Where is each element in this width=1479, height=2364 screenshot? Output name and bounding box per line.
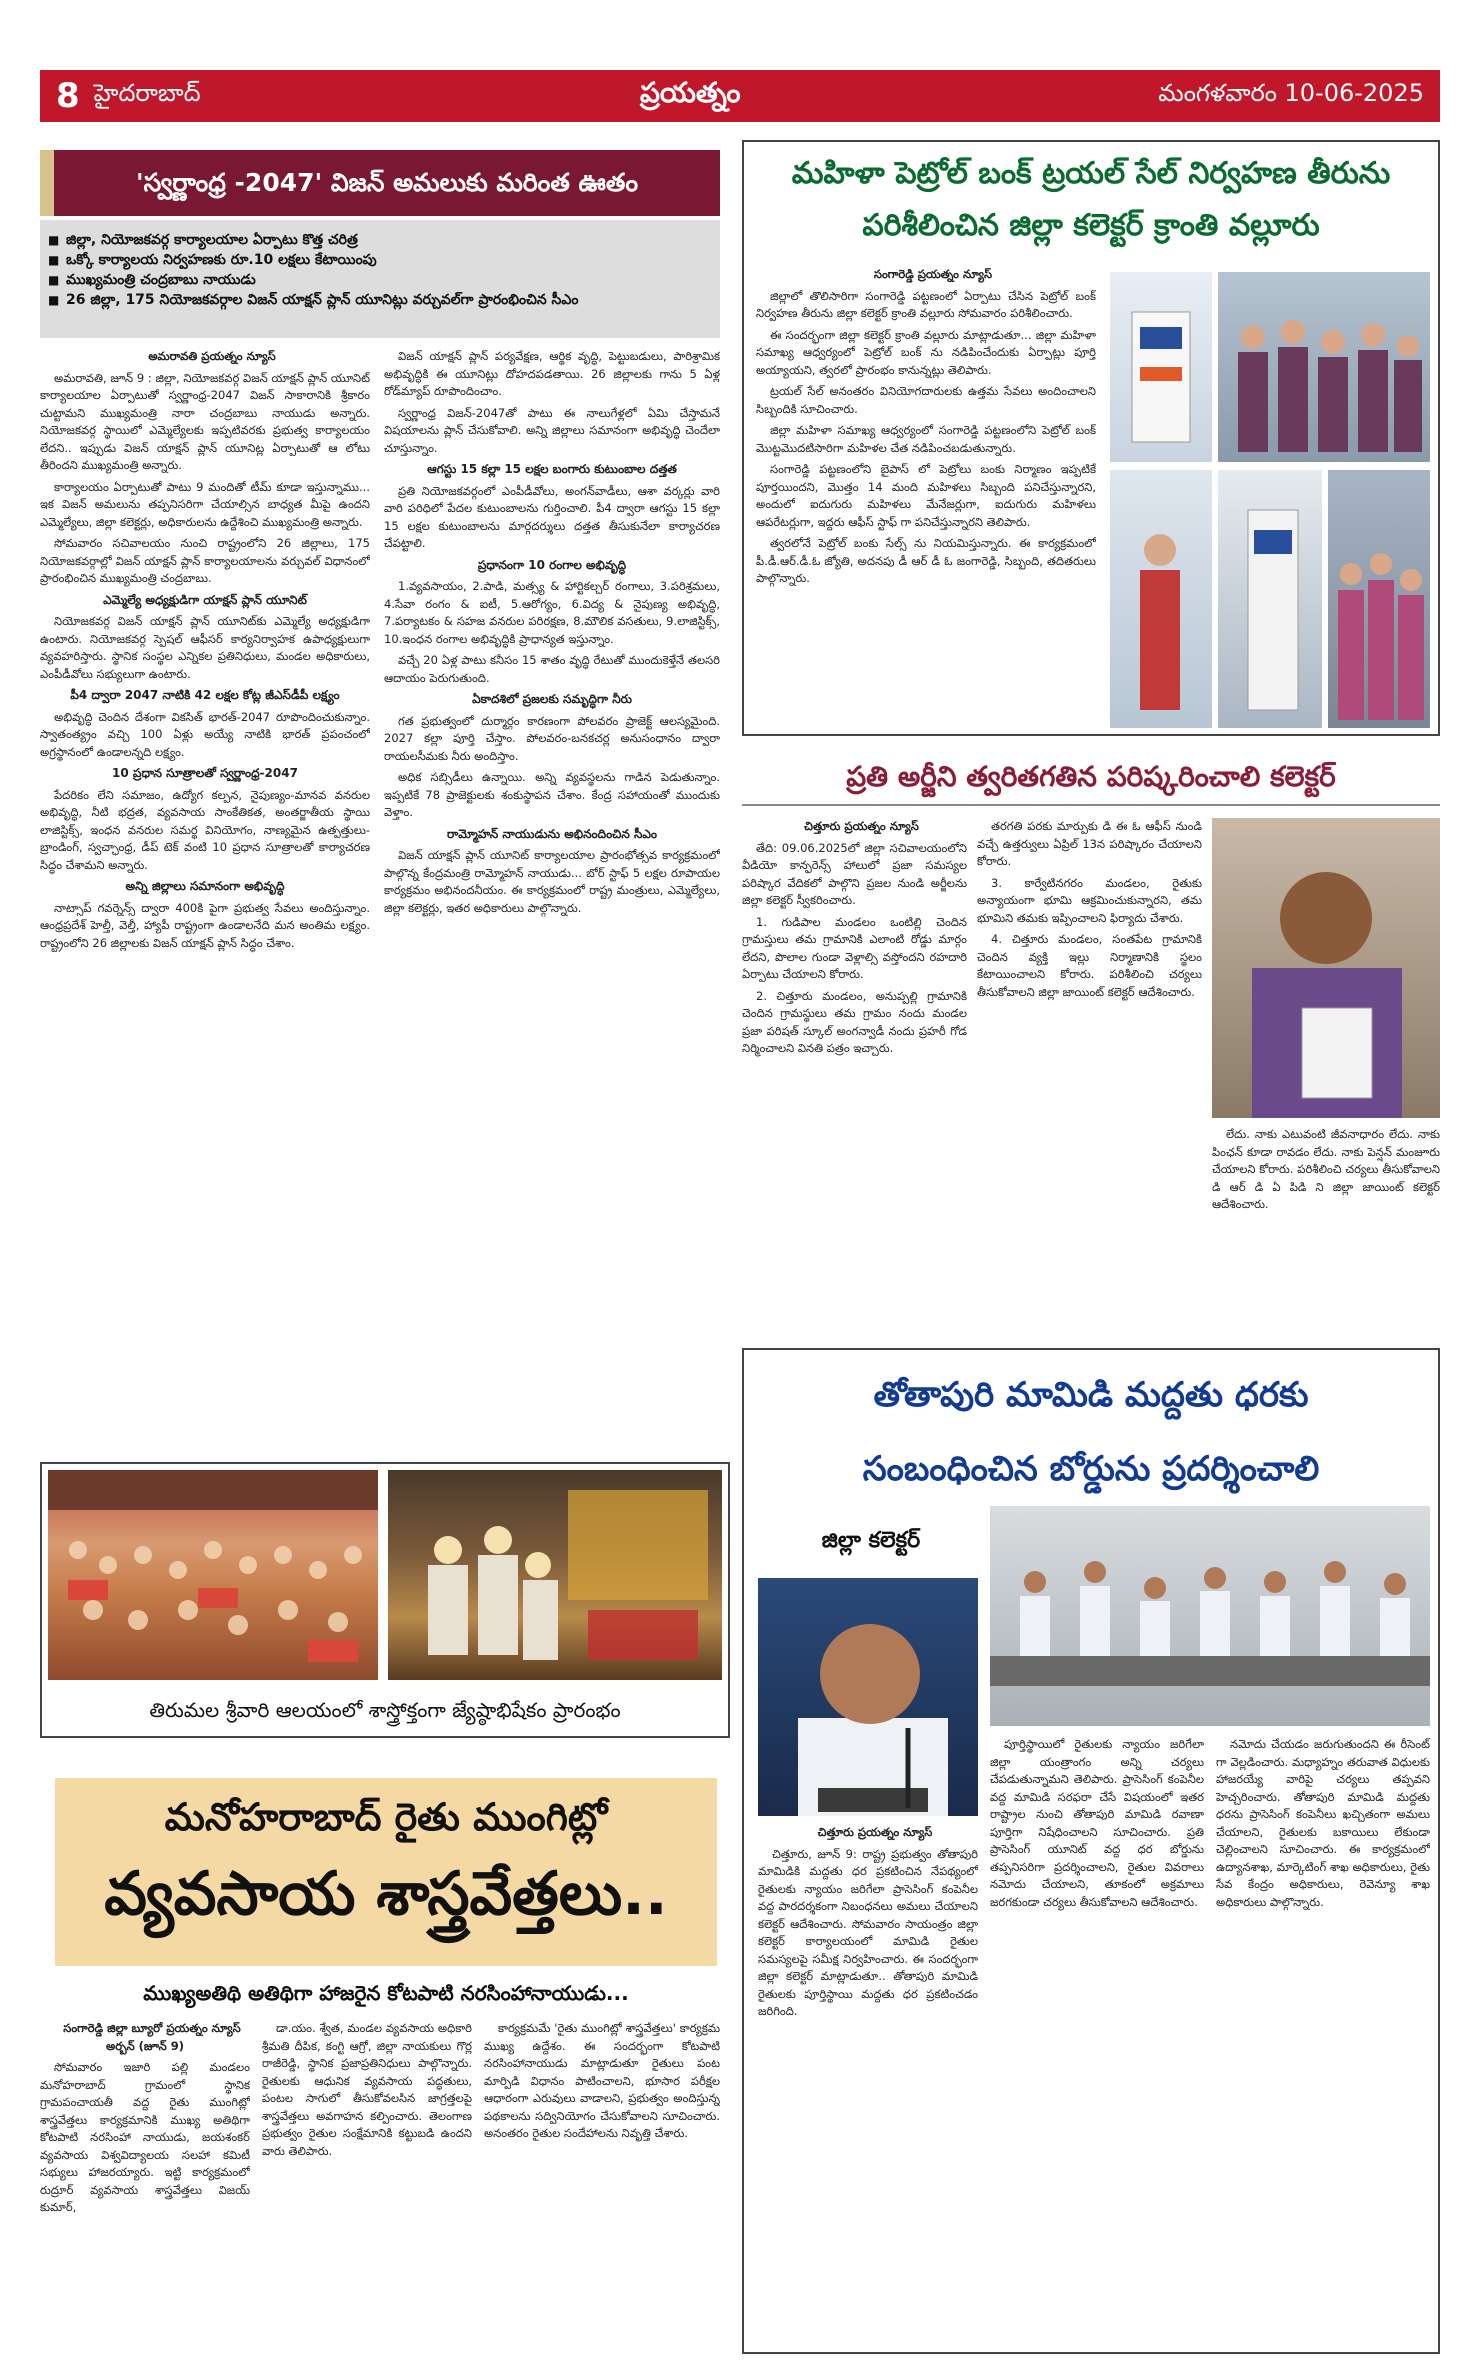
paragraph: త్వరలోనే పెట్రోల్ బంకు సేల్స్ ను నియమిస్తున్నారు. ఈ కార్యక్రమంలో పీ.డీ.ఆర్.డీ.ఓ జ్యోతి, అదనపు డీ ఆర్ డీ ఓ జంగారెడ్డి, సిబ్బంది, తదితరులు పాల్గొన్నారు.: [756, 536, 1096, 585]
meeting-illustration: [990, 1506, 1430, 1726]
paragraph: కార్యాలయం ఏర్పాటుతో పాటు 9 మందితో టీమ్ కూడా ఇస్తున్నాము... ఇక విజన్ అమలును తప్పనిసరిగా చేయాల్సిన బాధ్యత మీపై ఉందని ఎమ్మెల్యేలు, జిల్లా కలెక్టర్లు, అధికారులను ఉద్దేశించి ముఖ్యమంత్రి అన్నారు.: [40, 479, 370, 529]
petrol-pump-photo-3: [1110, 470, 1212, 728]
mahila-body: [756, 266, 1096, 728]
petrol-pump-photo-1: [1110, 272, 1212, 462]
paragraph: కార్యక్రమమే 'రైతు ముంగిట్లో శాస్త్రవేత్తలు' కార్యక్రమ ముఖ్య ఉద్దేశం. ఈ సందర్భంగా కోటపాటి నరసింహానాయుడు మాట్లాడుతూ రైతులు పంట మార్పిడి విధానం పాటించాలని, భూసార పరీక్షల ఆధారంగా ఎరువులు వాడాలని, ప్రభుత్వం అందిస్తున్న పథకాలను సద్వినియోగం చేసుకోవాలని సూచించారు. అనంతరం రైతుల సందేహాలను నివృత్తి చేశారు.: [484, 2021, 720, 2140]
page-number: 8: [56, 76, 80, 116]
mahila-headline-1: మహిళా పెట్రోల్ బంక్ ట్రయల్ సేల్ నిర్వహణ తీరును: [791, 156, 1391, 191]
paragraph: సోమవారం ఇజారి పల్లి మండలం మనోహరాబాద్ గ్రామంలో స్థానిక గ్రామపంచాయతీ వద్ద రైతు ముంగిట్లో శాస్త్రవేత్తలు కార్యక్రమానికి ముఖ్య అతిథిగా కోటపాటి నరసింహా నాయుడు, జయశంకర్ వ్యవసాయ విశ్వవిద్యాలయ సలహా కమిటీ సభ్యులు హాజరయ్యారు. ఇట్టి కార్యక్రమంలో రుద్రూర్ వ్యవసాయ శాస్త్రవేత్తలు విజయ్ కుమార్,: [40, 2060, 250, 2214]
subheading: ఆగస్టు 15 కల్లా 15 లక్షల బంగారు కుటుంబాల దత్తత: [427, 462, 677, 476]
paragraph: 4. చిత్తూరు మండలం, సంతపేట గ్రామానికి చెందిన వ్యక్తి ఇల్లు నిర్మాణానికి స్థలం కేటాయించాలని కోరారు. పరిశీలించి చర్యలు తీసుకోవాలని జిల్లా జాయింట్ కలెక్టర్ ఆదేశించారు.: [977, 932, 1202, 999]
list-item: ■ ఒక్కో కార్యాలయ నిర్వహణకు రూ.10 లక్షలు కేటాయింపు: [40, 250, 720, 270]
prajavani-column-1: [742, 818, 967, 1338]
manoharabad-kicker: మనోహరాబాద్ రైతు ముంగిట్లో: [164, 1795, 608, 1839]
swarnandhra-column-1: [40, 348, 370, 1448]
crowd-photo: [48, 1470, 378, 1680]
mango-headline-1: తోతాపురి మామిడి మద్దతు ధరకు: [873, 1375, 1309, 1415]
tirumala-photo-box: [40, 1462, 730, 1738]
manoharabad-headline-box: [55, 1778, 717, 1966]
prajavani-headline: [742, 748, 1440, 806]
masthead: [40, 70, 1440, 122]
petitioner-photo: [1212, 818, 1440, 1118]
temple-photo: [388, 1470, 722, 1680]
paragraph: నాట్సాప్ గవర్నెన్స్ ద్వారా 400కి పైగా ప్రభుత్వ సేవలు అందిస్తున్నాం. ఆంధ్రప్రదేశ్ హెల్తీ, వెల్తీ, హ్యాపీ రాష్ట్రంగా ఉండాలనేది మన అంతిమ లక్ష్యం. రాష్ట్రంలోని 26 జిల్లాలకు విజన్ యాక్షన్ ప్లాన్ సిద్ధం చేశాం.: [40, 900, 370, 950]
paragraph: లేదు. నాకు ఎటువంటి జీవనాధారం లేదు. నాకు పింఛన్ కూడా రావడం లేదు. నాకు పెన్షన్ మంజూరు చేయాలని కోరారు. పరిశీలించి చర్యలు తీసుకోవాలని డి ఆర్ డి ఏ పిడి ని జిల్లా జాయింట్ కలెక్టర్ ఆదేశించారు.: [1212, 1127, 1440, 1211]
paragraph: జిల్లాలో తొలిసారిగా సంగారెడ్డి పట్టణంలో ఏర్పాటు చేసిన పెట్రోల్ బంక్ నిర్వహణ తీరును జిల్లా కలెక్టర్ క్రాంతి వల్లూరు సోమవారం పరిశీలించారు.: [756, 288, 1096, 320]
paragraph: తరగతి పరకు మార్పుకు డి ఈ ఓ ఆఫీస్ నుండి వచ్చే ఉత్తర్వులు ఏప్రిల్ 13న పరిష్కారం చేయాలని కోరారు.: [977, 819, 1202, 868]
mango-column-3: [1216, 1736, 1430, 2346]
paragraph: డా.యం. శ్వేత, మండల వ్యవసాయ అధికారి శ్రీమతి దీపిక, కంగ్టి ఆగ్రో, జిల్లా నాయకులు గొర్ల రాజీరెడ్డి, స్థానిక ప్రజాప్రతినిధులు పాల్గొన్నారు. రైతులకు ఆధునిక వ్యవసాయ పద్ధతులు, పంటల సాగులో తీసుకోవలసిన జాగ్రత్తలపై శాస్త్రవేత్తలు అవగాహన కల్పించారు. తెలంగాణ ప్రభుత్వం రైతుల సంక్షేమానికి కట్టుబడి ఉందని వారు తెలిపారు.: [262, 2021, 472, 2158]
city-name: హైదరాబాద్: [93, 79, 201, 107]
paragraph: 3. కార్వేటినగరం మండలం, రైతుకు అన్యాయంగా భూమి ఆక్రమించుకున్నారని, తమ భూమిని తమకు ఇప్పించాలని ఫిర్యాదు చేశారు.: [977, 875, 1202, 925]
review-meeting-photo: [990, 1506, 1430, 1726]
petitioner-illustration: [1212, 818, 1440, 1118]
attendant-illustration: [1110, 470, 1212, 728]
list-item: ■ జిల్లా, నియోజకవర్గ కార్యాలయాల ఏర్పాటు కొత్త చరిత్ర: [40, 230, 720, 250]
mahila-petrol-box: [742, 140, 1440, 736]
paragraph: అమరావతి, జూన్ 9 : జిల్లా, నియోజకవర్గ విజన్ యాక్షన్ ప్లాన్ యూనిట్ కార్యాలయాల ఏర్పాటుతో స్వర్ణాంధ్ర-2047 విజన్ సాకారానికి శ్రీకారం చుట్టామని ముఖ్యమంత్రి నారా చంద్రబాబు నాయుడు అన్నారు. నియోజకవర్గ స్థాయిలో ఎమ్మెల్యేలకు ఇప్పటివరకు ప్రభుత్వ కార్యాలయం లేదని.. ఇప్పుడు విజన్ యాక్షన్ ప్లాన్ యూనిట్ల ఏర్పాటుతో ఆ లోటు తీరిందని ముఖ్యమంత్రి అన్నారు.: [40, 370, 370, 472]
mango-headline-2: సంబంధించిన బోర్డును ప్రదర్శించాలి: [862, 1449, 1320, 1489]
mango-column-2: [990, 1736, 1204, 2346]
swarnandhra-headline: [40, 150, 720, 216]
paragraph: 1.వ్యవసాయం, 2.పాడి, మత్స్య & హార్టికల్చర్ రంగాలు, 3.పరిశ్రమలు, 4.సేవా రంగం & ఐటీ, 5.ఆరోగ్యం, 6.విద్య & నైపుణ్య అభివృద్ధి, 7.పర్యాటకం & సహజ వనరుల పరిరక్షణ, 8.మౌలిక వసతులు, 9.లాజిస్టిక్స్, 10.ఇంధన రంగాల అభివృద్ధికి ప్రాధాన్యత ఇస్తున్నాం.: [384, 579, 720, 646]
paragraph: నమోదు చేయడం జరుగుతుందని ఈ రీసెంట్ గా వెల్లడించారు. మధ్యాహ్నం తరువాత విధులకు హాజరయ్యే వారిపై చర్యలు తప్పవని హెచ్చరించారు. తోతాపురి మామిడి మద్దతు ధరను ప్రాసెసింగ్ కంపెనీలు ఖచ్చితంగా అమలు చేయాలని, రైతులకు బకాయిలు లేకుండా చెల్లించాలని సూచించారు. ఈ కార్యక్రమంలో ఉద్యానశాఖ, మార్కెటింగ్ శాఖ అధికారులు, రైతు సేవ కేంద్రం అధికారులు, రెవెన్యూ శాఖ అధికారులు పాల్గొన్నారు.: [1216, 1737, 1430, 1909]
paragraph: ప్రతి నియోజకవర్గంలో ఎంపీడీవోలు, అంగన్‌వాడీలు, ఆశా వర్కర్లు వారి వారి పరిధిలో పేదల కుటుంబాలను గుర్తించాలి. పీ4 ద్వారా ఆగస్టు 15 కల్లా 15 లక్షల కుటుంబాలను మార్గదర్శులు దత్తత తీసుకునేలా కార్యాచరణ చేపట్టాలి.: [384, 483, 720, 550]
petrol-pump-photo-5: [1328, 470, 1430, 728]
paragraph: వచ్చే 20 ఏళ్ల పాటు కనీసం 15 శాతం వృద్ధి రేటుతో ముందుకెళ్తేనే తలసరి ఆదాయం పెరుగుతుంది.: [384, 653, 720, 685]
paragraph: ఈ సందర్భంగా జిల్లా కలెక్టర్ క్రాంతి వల్లూరు మాట్లాడుతూ... జిల్లా మహిళా సమాఖ్య ఆధ్వర్యంలో పెట్రోల్ బంక్ ను నడిపించేందుకు ఏర్పాట్లు పూర్తి అయ్యాయని, త్వరలో ప్రారంభం కానున్నట్లు తెలిపారు.: [756, 327, 1096, 377]
dateline: చిత్తూరు ప్రయత్నం న్యూస్: [817, 1825, 933, 1839]
subheading: 10 ప్రధాన సూత్రాలతో స్వర్ణాంధ్ర-2047: [112, 766, 298, 780]
dateline: సంగారెడ్డి ప్రయత్నం న్యూస్: [873, 267, 993, 281]
crowd-illustration: [48, 1470, 378, 1680]
manoharabad-column-2: [262, 2020, 472, 2350]
swarnandhra-column-2: [384, 348, 720, 1448]
manoharabad-column-1: [40, 2020, 250, 2350]
subheading: ఎమ్మెల్యే అధ్యక్షుడిగా యాక్షన్ ప్లాన్ యూనిట్: [103, 592, 307, 607]
paragraph: పేదరికం లేని సమాజం, ఉద్యోగ కల్పన, నైపుణ్యం-మానవ వనరుల అభివృద్ధి, నీటి భద్రత, వ్యవసాయ సాంకేతికత, అంతర్జాతీయ స్థాయి లాజిస్టిక్స్, ఇంధన వనరుల సమర్థ వినియోగం, నాణ్యమైన ఉత్పత్తులు-బ్రాండింగ్, స్వచ్ఛాంధ్ర, డీప్ టెక్ వంటి 10 ప్రధాన సూత్రాలతో కార్యాచరణ సిద్ధం చేశామని అన్నారు.: [40, 787, 370, 872]
paragraph: ట్రయల్ సేల్ అనంతరం వినియోగదారులకు ఉత్తమ సేవలు అందించాలని సిబ్బందికి సూచించారు.: [756, 384, 1096, 416]
prajavani-headline-text: ప్రతి అర్జీని త్వరితగతిన పరిష్కరించాలి కలెక్టర్: [846, 760, 1336, 793]
pump-illustration: [1110, 272, 1212, 462]
collector-label: జిల్లా కలెక్టర్: [821, 1528, 921, 1553]
paper-name: ప్రయత్నం: [640, 76, 741, 109]
collector-photo: [758, 1578, 978, 1816]
subheading: రామ్మోహన్ నాయుడును అభినందించిన సీఎం: [447, 826, 657, 841]
manoharabad-headline: వ్యవసాయ శాస్త్రవేత్తలు..: [104, 1859, 668, 1929]
paragraph: అభివృద్ధి చెందిన దేశంగా వికసిత్ భారత్-2047 రూపొందించుకున్నాం. స్వాతంత్య్రం వచ్చి 100 ఏళ్లు అయ్యే నాటికి భారత్ ప్రపంచంలో అగ్రస్థానంలో ఉండాలన్నది లక్ష్యం.: [40, 709, 370, 759]
paragraph: 2. చిత్తూరు మండలం, అనుప్పల్లి గ్రామానికి చెందిన గ్రామస్థులు తమ గ్రామం నందు మండల ప్రజా పరిషత్ స్కూల్ అంగన్వాడీ నందు ప్రహరీ గోడ నిర్మించాలని వినతి పత్రం ఇచ్చారు.: [742, 988, 967, 1055]
paragraph: సోమవారం సచివాలయం నుంచి రాష్ట్రంలోని 26 జిల్లాలు, 175 నియోజకవర్గాల్లో విజన్ యాక్షన్ ప్లాన్ కార్యాలయాలను వర్చువల్ విధానంలో ప్రారంభించిన ముఖ్యమంత్రి చంద్రబాబు.: [40, 536, 370, 585]
petrol-pump-photo-2: [1218, 272, 1430, 462]
paragraph: సంగారెడ్డి పట్టణంలోని బైపాస్ లో పెట్రోలు బంకు నిర్మాణం ఇప్పటికే పూర్తయిందని, మొత్తం 14 మంది మహిళలు సిబ్బంది పనిచేస్తున్నారని, అందులో ఐదుగురు మహిళలు మేనేజర్లుగా, ఐదుగురు మహిళలు ఆపరేటర్లుగా, ఇద్దరు ఆఫీస్ స్టాఫ్ గా పనిచేస్తున్నారని తెలిపారు.: [756, 462, 1096, 529]
pump-nozzle-illustration: [1218, 470, 1322, 728]
paragraph: గత ప్రభుత్వంలో దుర్మార్గం కారణంగా పోలవరం ప్రాజెక్ట్ ఆలస్యమైంది. 2027 కల్లా పూర్తి చేస్తాం. పోలవరం-బనకచర్ల అనుసంధానం ద్వారా రాయలసీమకు నీరు అందిస్తాం.: [384, 713, 720, 763]
issue-date: మంగళవారం 10-06-2025: [1158, 79, 1424, 107]
swarnandhra-bullets: [40, 220, 720, 338]
subheading: ప్రధానంగా 10 రంగాల అభివృద్ధి: [477, 557, 627, 572]
paragraph: అధిక సబ్సిడీలు ఉన్నాయి. అన్ని వ్యవస్థలను గాడిన పెడుతున్నాం. ఇప్పటికే 78 ప్రాజెక్టులకు శంకుస్థాపన చేశాం. కేంద్ర సహాయంతో ముందుకు వెళ్తాం.: [384, 770, 720, 819]
paragraph: పూర్తిస్థాయిలో రైతులకు న్యాయం జరిగేలా జిల్లా యంత్రాంగం అన్ని చర్యలు చేపడుతున్నామని తెలిపారు. ప్రాసెసింగ్ కంపెనీల వద్ద మామిడి సరఫరా చేసే విషయంలో ఇతర రాష్ట్రాల నుంచి తోతాపురి మామిడి రవాణా పూర్తిగా నిషేధించాలని సూచించారు. ప్రతి ప్రాసెసింగ్ యూనిట్ వద్ద ధర బోర్డును తప్పనిసరిగా ప్రదర్శించాలని, రైతుల వివరాలు నమోదు చేయాలని, తూకంలో అక్రమాలు జరగకుండా చర్యలు తీసుకోవాలని ఆదేశించారు.: [990, 1737, 1204, 1909]
subheading: అన్ని జిల్లాలు సమానంగా అభివృద్ధి: [125, 879, 285, 893]
swarnandhra-headline-text: 'స్వర్ణాంధ్ర -2047' విజన్ అమలుకు మరింత ఊతం: [135, 168, 638, 197]
paragraph: విజన్ యాక్షన్ ప్లాన్ పర్యవేక్షణ, ఆర్థిక వృద్ధి, పెట్టుబడులు, పారిశ్రామిక అభివృద్ధికి ఈ యూనిట్లు దోహదపడతాయి. 26 జిల్లాలకు గాను 5 ఏళ్ల రోడ్‌మ్యాప్ రూపొందించాం.: [384, 349, 720, 398]
paragraph: జిల్లా మహిళా సమాఖ్య ఆధ్వర్యంలో సంగారెడ్డి పట్టణంలోని పెట్రోల్ బంక్ మొట్టమొదటిసారిగా మహిళల చేత నడిపించబడుతున్నారు.: [756, 423, 1096, 455]
paragraph: 1. గుడిపాల మండలం ఒంటిల్లి చెందిన గ్రామస్తులు తమ గ్రామానికి ఎలాంటి రోడ్డు మార్గం లేదని, పొలాల గుండా వెళ్లాల్సి వస్తోందని రహదారి ఏర్పాటు చేయాలని కోరారు.: [742, 914, 967, 981]
subheading: పీ4 ద్వారా 2047 నాటికి 42 లక్షల కోట్ల జీఎస్‌డీపీ లక్ష్యం: [70, 688, 340, 702]
manoharabad-column-3: [484, 2020, 720, 2350]
paragraph: స్వర్ణాంధ్ర విజన్-2047తో పాటు ఈ నాలుగేళ్లలో ఏమి చేస్తామనే విషయాలను ప్లాన్ చేసుకోవాలి. అన్ని జిల్లాలు సమానంగా అభివృద్ధి చెందేలా చూస్తున్నాం.: [384, 405, 720, 455]
list-item: ■ ముఖ్యమంత్రి చంద్రబాబు నాయుడు: [40, 270, 720, 290]
people-illustration: [1218, 272, 1430, 462]
mahila-headline-2: పరిశీలించిన జిల్లా కలెక్టర్ క్రాంతి వల్లూరు: [862, 208, 1320, 243]
dateline: చిత్తూరు ప్రయత్నం న్యూస్: [804, 819, 919, 833]
prajavani-column-2: [977, 818, 1202, 1338]
prajavani-column-3: [1212, 1126, 1440, 1338]
collector-illustration: [758, 1578, 978, 1816]
petrol-pump-photo-4: [1218, 470, 1322, 728]
dateline: సంగారెడ్డి జిల్లా బ్యూరో ప్రయత్నం న్యూస్ అర్బన్ (జూన్ 9): [63, 2021, 241, 2053]
paragraph: చిత్తూరు, జూన్ 9: రాష్ట్ర ప్రభుత్వం తోతాపురి మామిడికి మద్దతు ధర ప్రకటించిన నేపథ్యంలో రైతులకు న్యాయం జరిగేలా ప్రాసెసింగ్ కంపెనీల వద్ద పారదర్శకంగా నిబంధనలు అమలు చేయాలని కలెక్టర్ ఆదేశించారు. సోమవారం సాయంత్రం జిల్లా కలెక్టర్ కార్యాలయంలో మామిడి రైతుల సమస్యలపై సమీక్ష నిర్వహించారు. ఈ సందర్భంగా జిల్లా కలెక్టర్ మాట్లాడుతూ.. తోతాపురి మామిడి రైతులకు పూర్తిస్థాయి మద్దతు ధర ప్రకటించడం జరిగింది.: [758, 1846, 978, 2018]
subheading: ఏకాదశిలో ప్రజలకు సమృద్ధిగా నీరు: [472, 692, 632, 706]
temple-illustration: [388, 1470, 722, 1680]
paragraph: నియోజకవర్గ విజన్ యాక్షన్ ప్లాన్ యూనిట్‌కు ఎమ్మెల్యే అధ్యక్షుడిగా ఉంటారు. నియోజకవర్గ స్పెషల్ ఆఫీసర్ కార్యనిర్వాహక ఉపాధ్యక్షులుగా వ్యవహరిస్తారు. స్థానిక సంస్థల ఎన్నికల ప్రతినిధులు, మండల అధికారులు, ఎంపీడీవోలు సభ్యులుగా ఉంటారు.: [40, 614, 370, 681]
dateline: అమరావతి ప్రయత్నం న్యూస్: [148, 349, 276, 363]
group-illustration: [1328, 470, 1430, 728]
mango-column-1: [758, 1824, 978, 2346]
manoharabad-subhead: ముఖ్యఅతిథి అతిథిగా హాజరైన కోటపాటి నరసింహానాయుడు...: [143, 1981, 629, 2005]
mango-story-box: [742, 1348, 1440, 2354]
tirumala-caption: తిరుమల శ్రీవారి ఆలయంలో శాస్త్రోక్తంగా జ్యేష్ఠాభిషేకం ప్రారంభం: [48, 1690, 722, 1730]
list-item: ■ 26 జిల్లా, 175 నియోజకవర్గాల విజన్ యాక్షన్ ప్లాన్ యూనిట్లు వర్చువల్‌గా ప్రారంభించిన సీఎం: [40, 290, 720, 310]
paragraph: విజన్ యాక్షన్ ప్లాన్ యూనిట్ కార్యాలయాల ప్రారంభోత్సవ కార్యక్రమంలో పాల్గొన్న కేంద్రమంత్రి రామ్మోహన్ నాయుడు... బోర్ స్టాఫ్ 5 లక్షల రూపాయల కార్యక్రమం అభినందనీయం. ఈ కార్యక్రమంలో రాష్ట్ర మంత్రులు, ఎమ్మెల్యేలు, జిల్లా కలెక్టర్లు, ఇతర అధికారులు పాల్గొన్నారు.: [384, 848, 720, 915]
paragraph: తేది: 09.06.2025లో జిల్లా సచివాలయంలోని వీడియో కాన్ఫరెన్స్ హాలులో ప్రజా సమస్యల పరిష్కార వేదికలో పాల్గొని ప్రజల నుండి అర్జీలను జిల్లా కలెక్టర్ స్వీకరించారు.: [742, 840, 967, 907]
